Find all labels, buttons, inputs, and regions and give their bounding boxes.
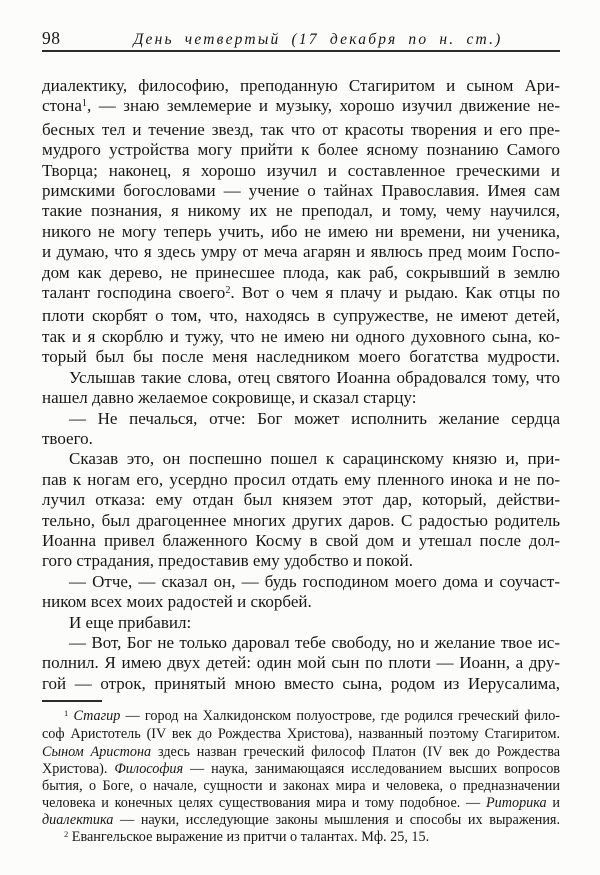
- paragraph: [42, 409, 560, 450]
- text-line: человека и конечных целях существования мира и тому подобное. — Риторика и: [42, 794, 560, 811]
- text-line: соф Аристотель (IV век до Рождества Христова), названный поэтому Стагиритом.: [42, 726, 560, 743]
- paragraph: [42, 449, 560, 571]
- text-line: никого не могу теперь учить, ибо не имею ни времени, ни ученика,: [42, 221, 560, 241]
- footnotes: [42, 708, 560, 847]
- italic-term: Философия: [114, 760, 184, 777]
- text-line: пав к ногам его, усердно просил отдать ему пленного инока и не по-: [42, 469, 560, 489]
- text-line: И еще прибавил:: [69, 612, 192, 632]
- text-line: Иоанна привел блаженного Косму в свой дом и утешал после дол-: [42, 530, 560, 550]
- text-line: торый был бы после меня наследником моего богатства мудрости.: [42, 347, 560, 367]
- text-line: Сыном Аристона здесь назван греческий философ Платон (IV век до Рождества: [42, 743, 560, 760]
- text-line: — Вот, Бог не только даровал тебе свободу, но и желание твое ис-: [69, 632, 560, 652]
- text-line: мудрого устройства могу прийти к более ясному познанию Самого: [42, 140, 560, 160]
- paragraph: [42, 76, 560, 368]
- text-line: полнил. Я имею двух детей: один мой сын по плоти — Иоанн, а дру-: [42, 653, 560, 673]
- text-line: так и я скорблю и тужу, что не имею ни одного духовного сына, ко-: [42, 326, 560, 346]
- footnote-separator: [42, 700, 102, 702]
- paragraph: [42, 368, 560, 409]
- text-line: талант господина своего$^2$. Вот о чем я плачу и рыдаю. Как отцы по: [42, 283, 560, 303]
- text-line: $^1$ Стагир — город на Халкидонском полуострове, где родился греческий фило-: [64, 707, 561, 725]
- text-line: ником всех моих радостей и скорбей.: [42, 592, 312, 612]
- text-line: гого страдания, предоставив ему удобство и покой.: [42, 551, 414, 571]
- superscript-reference: 2: [64, 829, 69, 840]
- text-line: Услышав такие слова, отец святого Иоанна обрадовался тому, что: [69, 367, 560, 387]
- text-line: римскими богословами — учение о тайнах Православия. Имея сам: [42, 181, 560, 201]
- text-line: нашел давно желаемое сокровище, и сказал старцу:: [42, 388, 417, 408]
- text-line: тельно, был драгоценнее многих других даров. С радостью родитель: [42, 510, 560, 530]
- text-line: Сказав это, он поспешно пошел к сарацинскому князю и, при-: [69, 449, 560, 469]
- footnote: [42, 708, 560, 829]
- italic-term: Сыном Аристона: [42, 743, 152, 760]
- text-line: такие познания, я никому их не преподал, и тому, чему научился,: [42, 201, 560, 221]
- paragraph: [42, 572, 560, 613]
- text-line: Христова). Философия — наука, занимающаяся исследованием высших вопросов: [42, 760, 561, 777]
- text-line: плоти скорбят о том, что, находясь в супружестве, не имеют детей,: [42, 306, 560, 326]
- text-line: Творца; наконец, я хорошо изучил и составленное греческими и: [42, 160, 560, 180]
- text-line: дом как дерево, не принесшее плода, как раб, сокрывший в землю: [42, 262, 560, 282]
- page-number: 98: [42, 28, 61, 48]
- text-line: твоего.: [42, 428, 93, 448]
- superscript-reference: 1: [81, 98, 87, 110]
- text-line: стона$^1$, — знаю землемерие и музыку, хорошо изучил движение не-: [42, 96, 560, 116]
- text-line: — Не печалься, отче: Бог может исполнить желание сердца: [69, 408, 560, 428]
- text-line: бытия, о Боге, о начале, сущности и законах мира и человека, о предназначении: [42, 777, 560, 794]
- text-line: — Отче, — сказал он, — будь господином моего дома и соучаст-: [69, 571, 560, 591]
- running-title: День четвертый (17 декабря по н. ст.): [133, 31, 503, 48]
- italic-term: диалектика: [42, 812, 114, 829]
- paragraph: [42, 633, 560, 694]
- text-line: бесных тел и течение звезд, так что от красоты творения и его пре-: [42, 119, 560, 139]
- footnote: [42, 829, 560, 847]
- superscript-reference: 1: [64, 707, 69, 718]
- paragraph: [42, 613, 560, 633]
- italic-term: Риторика: [485, 794, 547, 811]
- text-line: диалектика — науки, исследующие законы мышления и способы их выражения.: [42, 812, 560, 829]
- body-text: [42, 76, 560, 694]
- text-line: и думаю, что я здесь умру от меча агарян и явлюсь пред моим Госпо-: [42, 242, 560, 262]
- page-header: [42, 28, 560, 52]
- text-line: лучил отказа: ему отдан был князем этот дар, который, действи-: [42, 490, 560, 510]
- text-line: диалектику, философию, преподанную Стагиритом и сыном Ари-: [42, 76, 560, 95]
- text-line: $^2$ Евангельское выражение из притчи о талантах. Мф. 25, 15.: [64, 829, 430, 846]
- italic-term: Стагир: [73, 708, 121, 725]
- superscript-reference: 2: [225, 284, 231, 296]
- text-line: гой — отрок, принятый мною вместо сына, родом из Иерусалима,: [42, 673, 560, 693]
